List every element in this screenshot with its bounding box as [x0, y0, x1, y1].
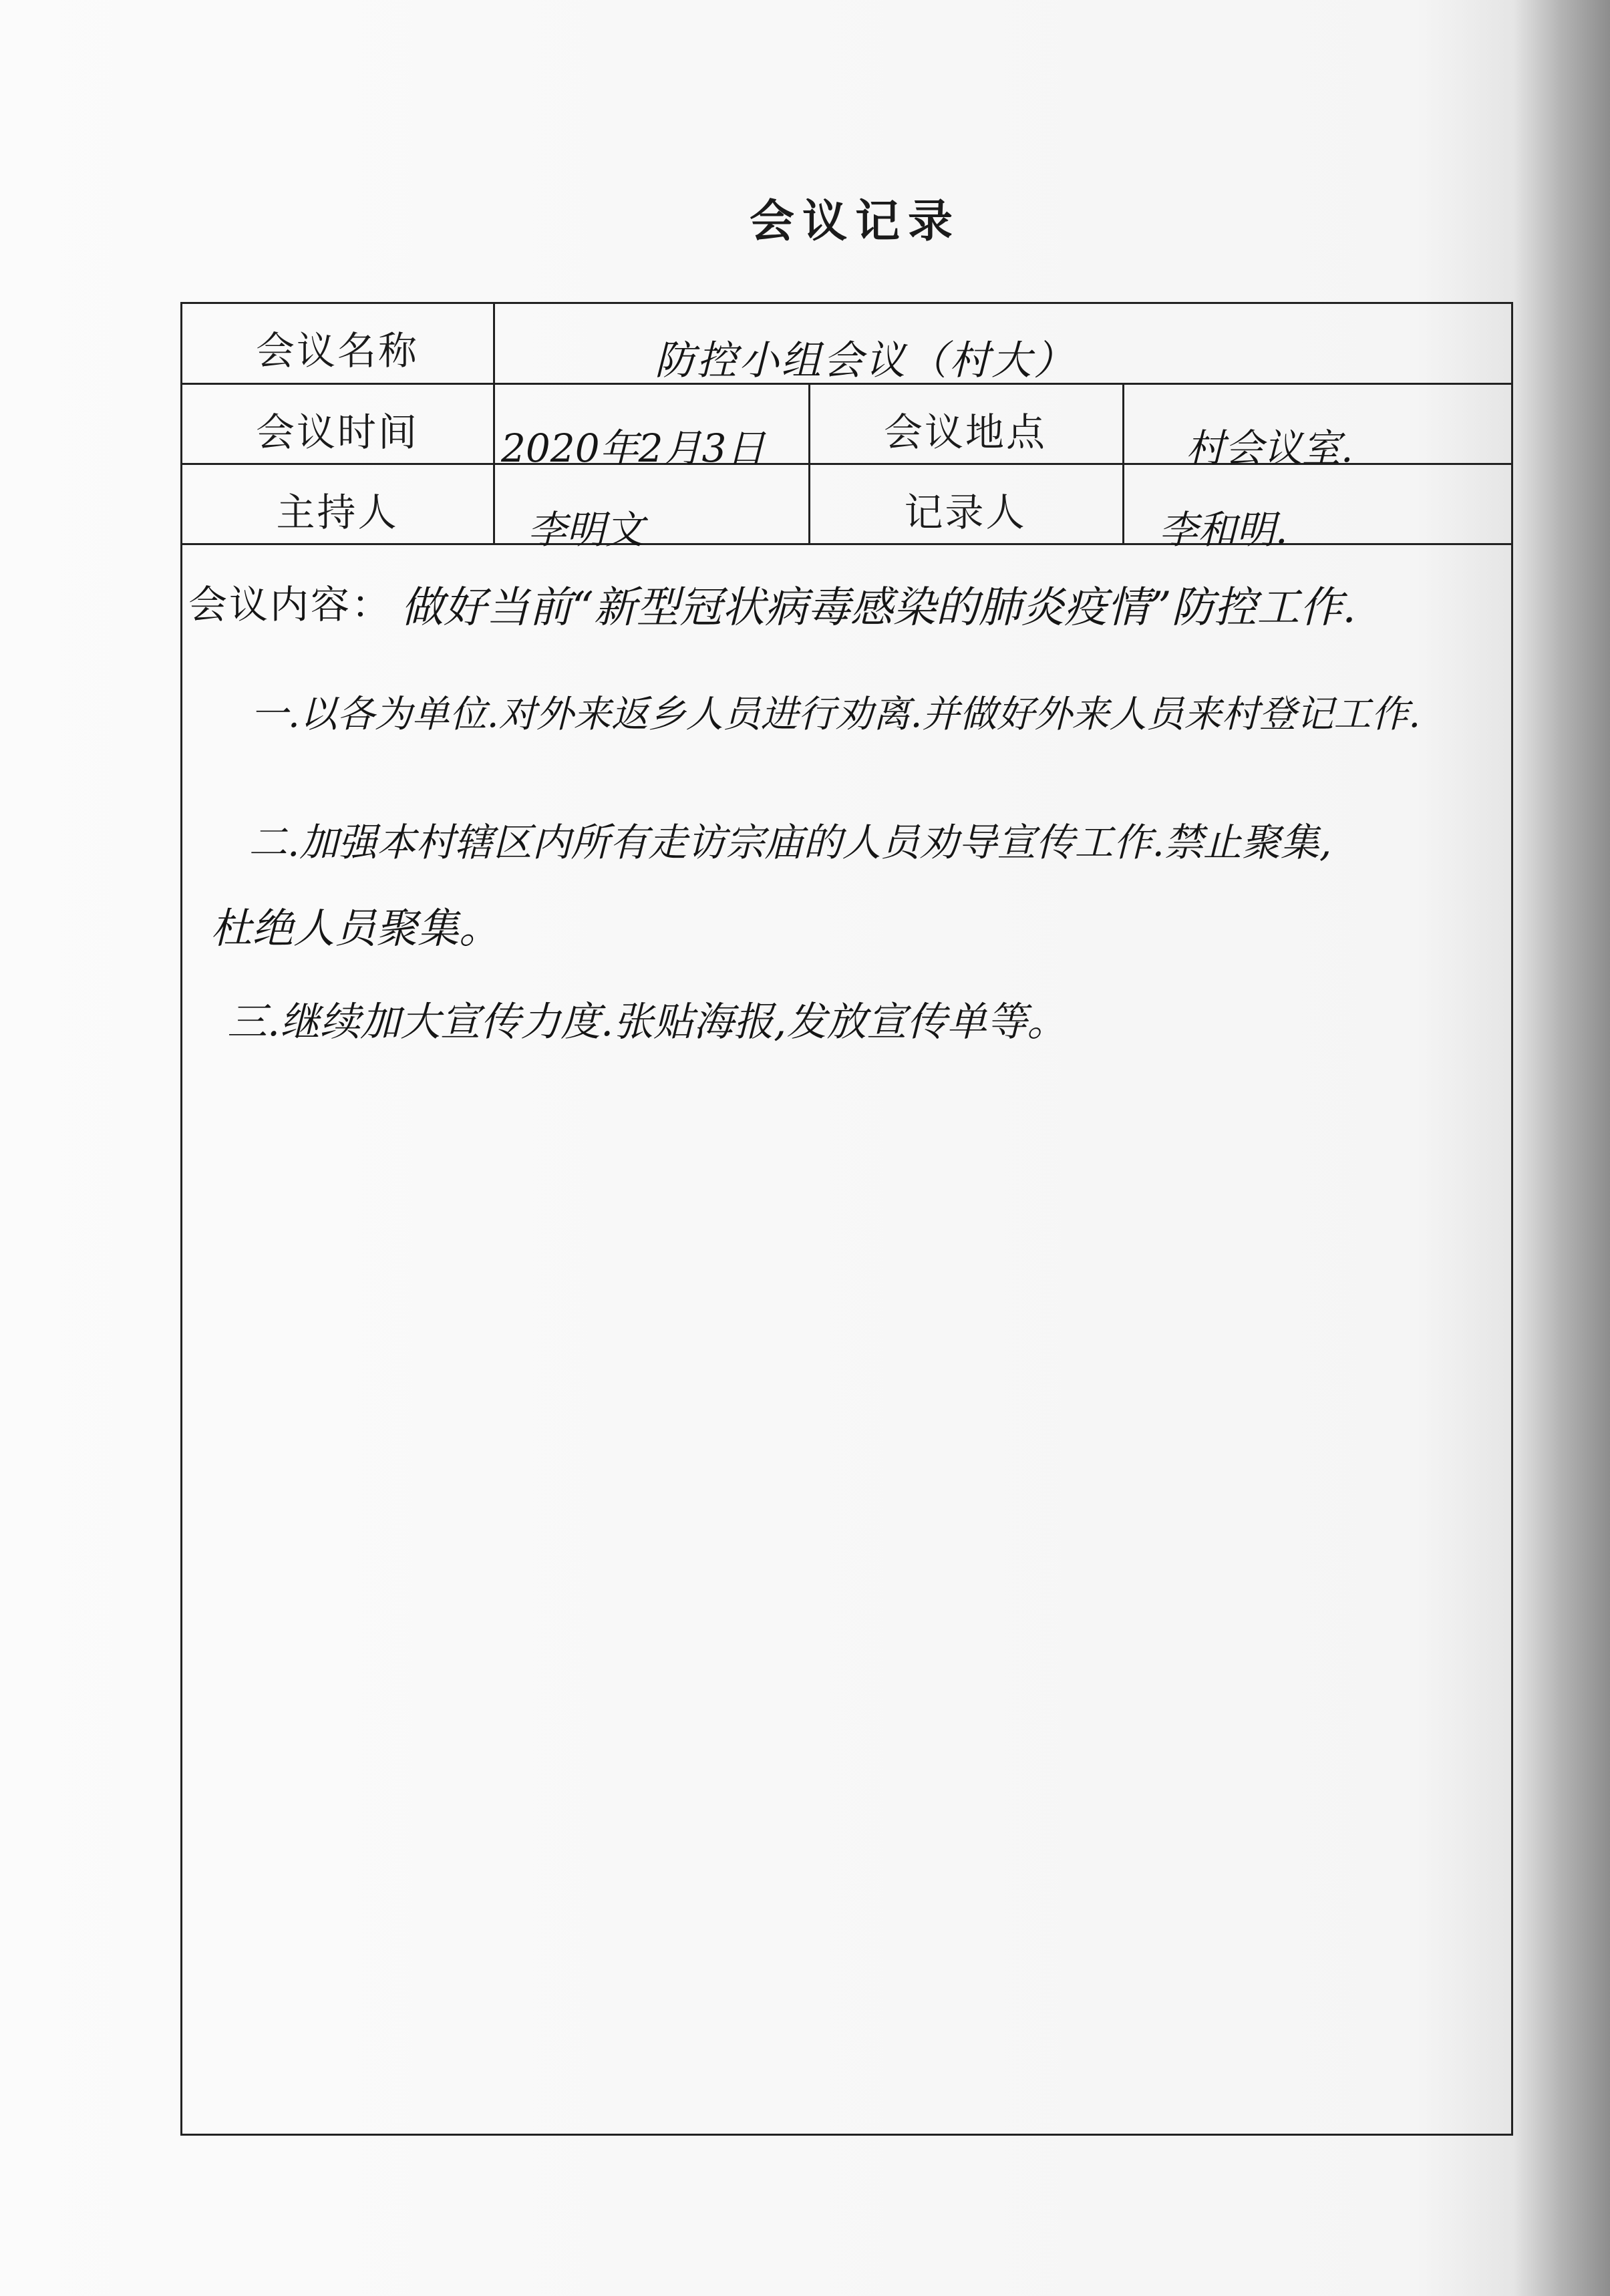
meeting-content-item-3: 三.继续加大宣传力度.张贴海报,发放宣传单等。 [227, 999, 1068, 1045]
recorder-label: 记录人 [904, 490, 1027, 535]
meeting-content-item-1: 一.以各为单位.对外来返乡人员进行劝离.并做好外来人员来村登记工作. [251, 693, 1421, 736]
column-divider-middle [808, 383, 810, 544]
meeting-place-value: 村会议室. [1186, 426, 1353, 471]
meeting-name-label: 会议名称 [255, 328, 419, 373]
meeting-time-value: 2020年2月3日 [501, 426, 766, 471]
column-divider-label [493, 302, 495, 544]
meeting-content-item-2-continued: 杜绝人员聚集。 [210, 904, 501, 953]
meeting-content-label: 会议内容： [188, 582, 393, 627]
column-divider-right [1122, 383, 1124, 544]
meeting-name-value: 防控小组会议（村大） [655, 337, 1076, 384]
meeting-content-intro: 做好当前“新型冠状病毒感染的肺炎疫情”防控工作. [401, 583, 1356, 633]
host-label: 主持人 [276, 490, 399, 535]
meeting-place-label: 会议地点 [883, 409, 1047, 455]
document-title: 会议记录 [750, 194, 961, 247]
meeting-time-label: 会议时间 [255, 409, 419, 455]
recorder-value: 李和明. [1159, 507, 1288, 552]
meeting-content-item-2: 二.加强本村辖区内所有走访宗庙的人员劝导宣传工作.禁止聚集, [249, 820, 1332, 865]
row-divider-3 [180, 543, 1513, 545]
host-value: 李明文 [528, 507, 645, 552]
